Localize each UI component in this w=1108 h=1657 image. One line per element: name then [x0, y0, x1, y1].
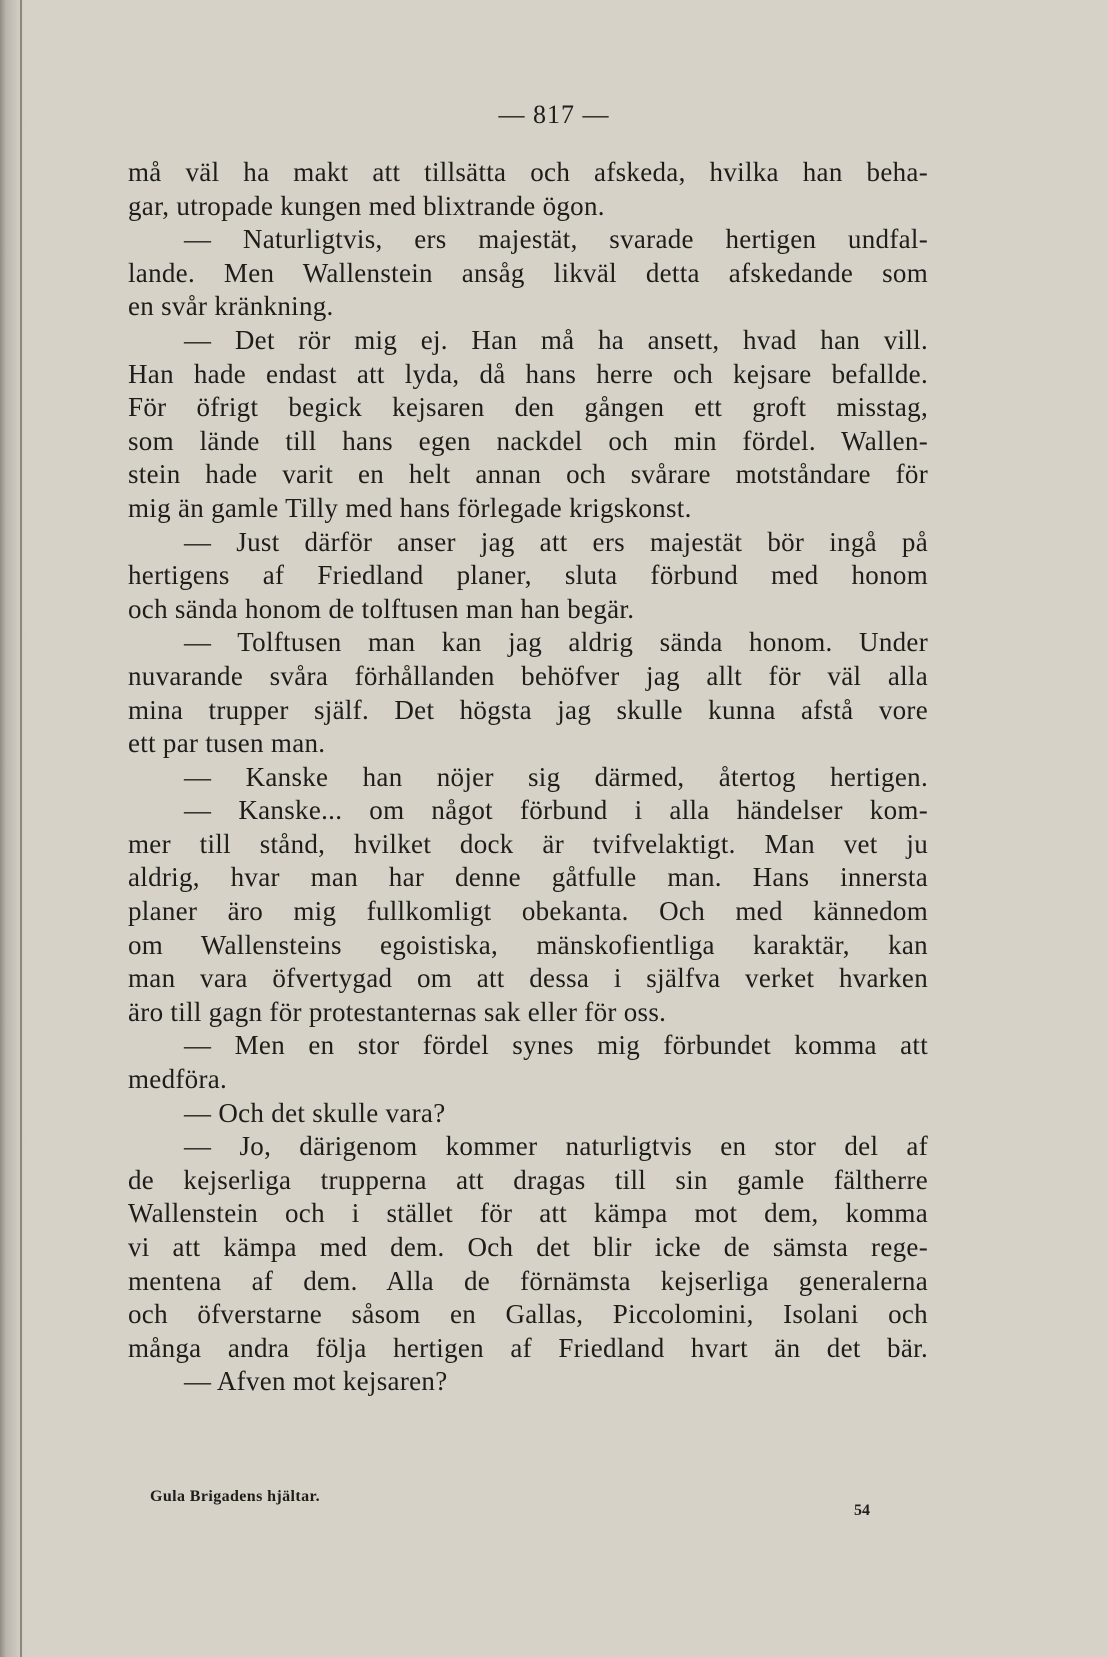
text-line: — Tolftusen man kan jag aldrig sända honom. Under: [184, 627, 928, 658]
body-text: [128, 156, 928, 1399]
text-line: en svår kränkning.: [128, 291, 334, 322]
text-line: man vara öfvertygad om att dessa i själfva verket hvarken: [128, 963, 928, 994]
text-line: — Det rör mig ej. Han må ha ansett, hvad han vill.: [184, 324, 928, 355]
text-line: mig än gamle Tilly med hans förlegade krigskonst.: [128, 492, 692, 523]
text-line: — Afven mot kejsaren?: [184, 1366, 448, 1397]
text-line: mer till stånd, hvilket dock är tvifvelaktigt. Man vet ju: [128, 828, 928, 859]
page-footer: [150, 1488, 870, 1518]
text-line: planer äro mig fullkomligt obekanta. Och med kännedom: [128, 896, 928, 927]
text-line: och sända honom de tolftusen man han begär.: [128, 593, 635, 624]
text-line: många andra följa hertigen af Friedland hvart än det bär.: [128, 1332, 928, 1363]
text-line: För öfrigt begick kejsaren den gången ett groft misstag,: [128, 392, 928, 423]
text-line: — Men en stor fördel synes mig förbundet komma att: [184, 1030, 928, 1061]
text-line: gar, utropade kungen med blixtrande ögon.: [128, 190, 605, 221]
text-line: Han hade endast att lyda, då hans herre och kejsare befallde.: [128, 358, 928, 389]
signature-mark: 54: [854, 1502, 870, 1519]
text-line: må väl ha makt att tillsätta och afskeda, hvilka han beha-: [128, 157, 928, 187]
text-line: om Wallensteins egoistiska, mänskofientliga karaktär, kan: [128, 929, 928, 960]
text-line: — Kanske han nöjer sig därmed, återtog hertigen.: [184, 761, 928, 792]
text-line: mentena af dem. Alla de förnämsta kejserliga generalerna: [128, 1265, 928, 1296]
text-line: och öfverstarne såsom en Gallas, Piccolomini, Isolani och: [128, 1299, 928, 1330]
text-line: — Just därför anser jag att ers majestät bör ingå på: [184, 526, 928, 557]
text-line: de kejserliga trupperna att dragas till sin gamle fältherre: [128, 1164, 928, 1195]
text-line: som lände till hans egen nackdel och min fördel. Wallen-: [128, 425, 928, 456]
text-line: — Naturligtvis, ers majestät, svarade hertigen undfal-: [184, 224, 928, 255]
text-line: vi att kämpa med dem. Och det blir icke de sämsta rege-: [128, 1232, 928, 1262]
text-line: Wallenstein och i stället för att kämpa mot dem, komma: [128, 1198, 928, 1229]
page-gutter-shadow: [0, 0, 26, 1657]
text-line: nuvarande svåra förhållanden behöfver jag allt för väl alla: [128, 660, 928, 691]
text-line: ett par tusen man.: [128, 728, 326, 759]
text-line: — Jo, därigenom kommer naturligtvis en stor del af: [184, 1131, 928, 1162]
text-line: mina trupper själf. Det högsta jag skulle kunna afstå vore: [128, 694, 928, 725]
text-line: — Och det skulle vara?: [184, 1097, 446, 1128]
running-footer-title: Gula Brigadens hjältar.: [150, 1488, 320, 1505]
page-number: — 817 —: [498, 100, 610, 129]
text-line: lande. Men Wallenstein ansåg likväl detta afskedande som: [128, 257, 928, 288]
text-line: äro till gagn för protestanternas sak eller för oss.: [128, 996, 667, 1027]
binding-edge: [20, 0, 22, 1657]
text-line: — Kanske... om något förbund i alla händelser kom-: [184, 795, 928, 826]
text-line: aldrig, hvar man har denne gåtfulle man. Hans innersta: [128, 862, 928, 893]
text-line: medföra.: [128, 1064, 228, 1095]
text-line: hertigens af Friedland planer, sluta förbund med honom: [128, 560, 928, 591]
text-line: stein hade varit en helt annan och svårare motståndare för: [128, 459, 928, 490]
